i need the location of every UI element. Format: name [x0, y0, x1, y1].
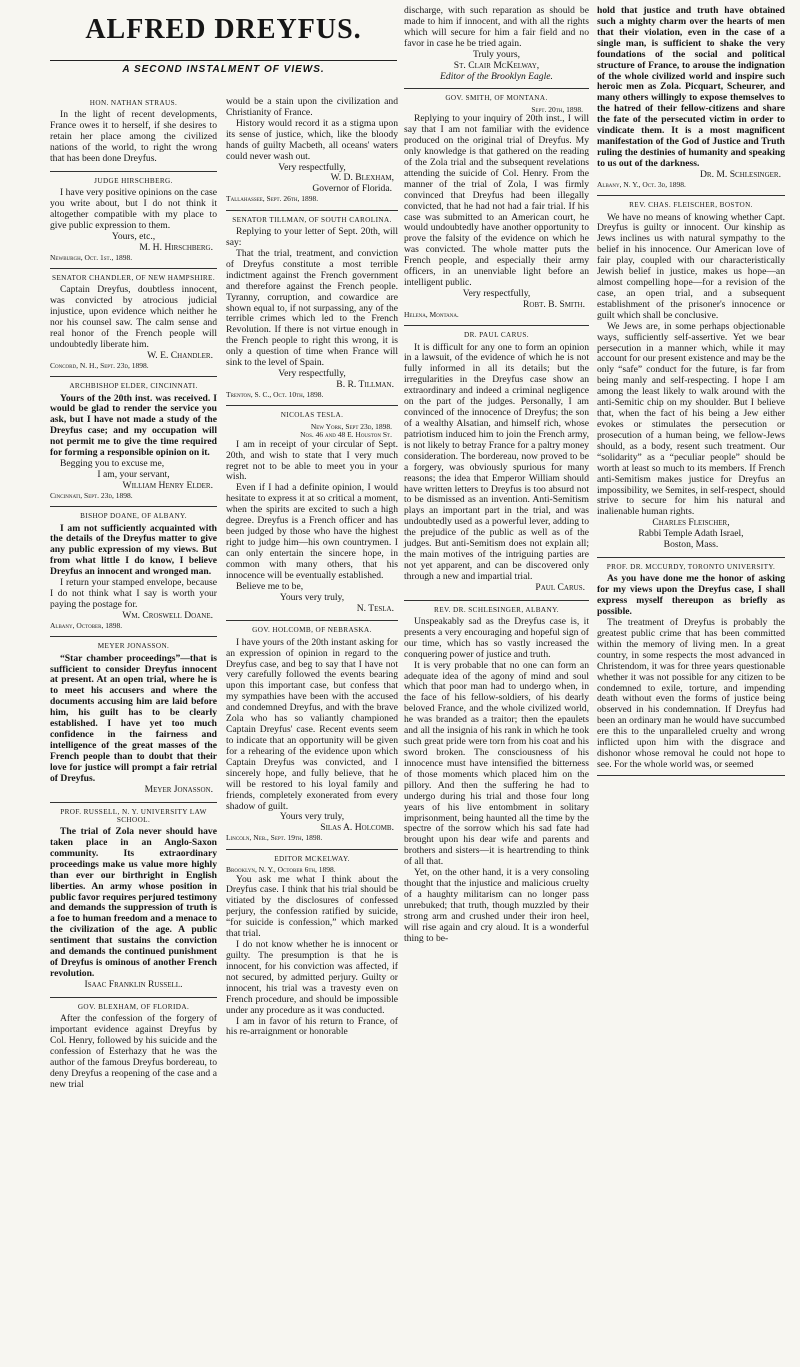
closing: Yours very truly, [279, 591, 345, 603]
masthead [50, 14, 397, 75]
section-heading: GOV. SMITH, OF MONTANA. [445, 94, 548, 103]
paragraph: The treatment of Dreyfus is probably the greatest public crime that has been committed within the memory of living men. In a great country, in some respects the most advanced in Christendom, it was for three years questionable whether it was not possible for any citizen to be condemned to exile, torture, and impending death without even the forms of justice being observed in his condemnation. If Dreyfus had been an ordinary man he would have succumbed ere this to the unparalleled cruelty and wrong inflicted upon him with the disgrace and dishonor whose removal he could not hope to see. For the whole world was, or seemed [597, 616, 785, 770]
paragraph: “Star chamber proceedings”—that is sufficient to consider Dreyfus innocent at present. At an open trial, where he is to meet his accusers and where the documents accusing him are laid before him, his guilt has to be clearly established. I have yet too much confidence in the fairness and intelligence of the great masses of the French people than to doubt that their love for justice will prompt a fair retrial of Dreyfus. [50, 652, 217, 784]
paragraph: It is difficult for any one to form an opinion in a lawsuit, of the evidence of which he is not fully informed in all its details; but the irregularities in the Dreyfus case show an extraordinary and indeed a criminal negligence on the part of the judges. Personally, I am convinced of the innocence of Dreyfus; the son of a wealthy Alsatian, and himself rich, whose patriotism induced him to join the French army, is not likely to betray France for a paltry money consideration. The bordereau, now proved to be a forgery, was obviously spurious for many reasons; the idea that Emperor William should have written letters to Dreyfus is too absurd not to be dismissed as an invention. Anti-Semitism plays an important part in the trial, and was undoubtedly used as a powerful lever, adding to the prejudice of the public as well as of the judges. But anti-Semitism does not explain all; the main motives of the intriguing parties are not yet apparent, and can be discovered only through a new and impartial trial. [404, 341, 589, 582]
paragraph: We Jews are, in some perhaps objectionable ways, sufficiently self-assertive. Yet we bear persecution in a manner which, while it may account for our present existence and may be the only “safe” conduct for the future, is far from being manly and self-respecting. I hope I am among the least likely to walk around with the anti-Semitic chip on my shoulder. But I believe that, when the fact of his being a Jew either evokes or stimulates the persecution or prosecution of a human being, we fellow-Jews should, as a body, resent such treatment. Our “solidarity” as a “peculiar people” should be worth at least so much to its members. If French anti-Semitism makes justice for Dreyfus an impossibility, we Semites, in self-respect, should strive to secure for him his natural and inalienable human rights. [597, 320, 785, 518]
paragraph: I do not know whether he is innocent or guilty. The presumption is that he is innocent, for his conviction was affected, if not secured, by admitted perjury. Guilty or innocent, his trial was a travesty even on French procedure, and should be impossible under any procedure as it was conducted. [226, 939, 398, 1016]
paragraph: It is very probable that no one can form an adequate idea of the agony of mind and soul which that poor man had to undergo when, in the face of his fellow-soldiers, of his dearly beloved France, and the whole civilized world, he was branded as a traitor; then the epaulets and all the insignia of his rank in which he took such great pride were torn from his coat and his sword broken. The consciousness of his innocence must have intensified the bitterness of those moments which placed him on the pillory. And then the suffering he had to undergo during his trial and those four long years of his live entombment in solitary imprisonment, being haunted all the time by the spectre of the sorrow which his sad fate had brought upon his dear wife and parents and brothers and sisters—it is heartrending to think of all that. [404, 659, 589, 868]
divider [50, 171, 217, 172]
paragraph: Yet, on the other hand, it is a very consoling thought that the injustice and malicious cruelty of a haughty militarism can no longer pass unrebuked; that truth, though muzzled by their strong arm and crushed under their iron heel, will rise again and cry aloud. It is a wonderful thing to be- [404, 867, 589, 944]
dateline: Newburgh, Oct. 1st., 1898. [50, 252, 133, 262]
dateline: New York, Sept 23d, 1898. [310, 421, 392, 431]
section-heading: EDITOR MCKELWAY. [274, 854, 350, 863]
section-heading: MEYER JONASSON. [97, 642, 170, 651]
signature: Meyer Jonasson. [144, 783, 213, 795]
section-heading: BISHOP DOANE, OF ALBANY. [80, 512, 187, 521]
section-heading: REV. DR. SCHLESINGER, ALBANY. [434, 605, 559, 614]
divider [50, 802, 217, 803]
closing: Truly yours, [472, 48, 521, 60]
signature-place: Boston, Mass. [663, 539, 719, 551]
paragraph: hold that justice and truth have obtained such a mighty charm over the hearts of men that their violation, even in the case of a single man, is sufficient to shake the very foundations of the social and political structure of France, to arouse the indignation of the whole civilized world and inspire such heroic men as Zola. Picquart, Scheurer, and many others willingly to expose themselves to the hatred of their fellow-citizens and share the fate of the persecuted victim in order to vindicate them. It is a most magnificent manifestation of the God of Justice and Truth ruling the destinies of humanity and speaking to us out of the darkness. [597, 5, 785, 169]
section-heading: JUDGE HIRSCHBERG. [94, 176, 173, 185]
divider [226, 405, 398, 406]
divider [597, 557, 785, 558]
address: Nos. 46 and 48 E. Houston St. [300, 430, 392, 440]
divider [404, 325, 589, 326]
paragraph: Replying to your letter of Sept. 20th, will say: [226, 226, 398, 248]
page-subtitle: A SECOND INSTALMENT OF VIEWS. [50, 60, 397, 75]
closing: Yours, etc., [111, 230, 156, 242]
signature-title: Governor of Florida. [312, 183, 392, 195]
signature: Robt. B. Smith. [522, 298, 585, 310]
closing: Very respectfully, [462, 287, 531, 299]
divider [50, 268, 217, 269]
paragraph: That the trial, treatment, and conviction of Dreyfus constitute a most terrible indictment against the French government and therefore against the French people. Tyranny, corruption, and cowardice are shown equal to, if not surpassing, any of the terrible crimes which led to the French Revolution. If there is not virtue enough in the French people to right this wrong, it is only a question of time when France will sink to the level of Spain. [226, 247, 398, 369]
section-heading: GOV. BLEXHAM, OF FLORIDA. [77, 1002, 190, 1011]
divider [50, 997, 217, 998]
signature-title: Editor of the Brooklyn Eagle. [440, 70, 553, 82]
paragraph: I have very positive opinions on the case you write about, but I do not think it altogether compatible with my place to give public expression to them. [50, 187, 217, 231]
page-title: ALFRED DREYFUS. [85, 14, 362, 45]
paragraph: Believe me to be, [236, 580, 304, 592]
paragraph: Unspeakably sad as the Dreyfus case is, it presents a very encouraging and hopeful sign of our time, which has so vastly increased the conquering power of justice and truth. [404, 615, 589, 660]
divider [50, 506, 217, 507]
dateline: Sept. 20th, 1898. [531, 104, 583, 114]
section-heading: DR. PAUL CARUS. [464, 331, 529, 340]
divider [50, 376, 217, 377]
dateline: Brooklyn, N. Y., October 6th, 1898. [226, 865, 336, 875]
paragraph: Captain Dreyfus, doubtless innocent, was convicted by atrocious judicial injustice, upon evidence which neither he nor his counsel saw. The calm sense and real honor of the French people will undoubtedly liberate him. [50, 284, 217, 350]
signature: Dr. M. Schlesinger. [699, 168, 781, 180]
paragraph: I am in favor of his return to France, of his re-arraignment or honorable [226, 1015, 398, 1038]
dateline: Cincinnati, Sept. 23d, 1898. [50, 490, 133, 500]
signature: Isaac Franklin Russell. [84, 978, 183, 990]
closing: Yours very truly, [279, 811, 345, 823]
dateline: Albany, N. Y., Oct. 3d, 1898. [597, 179, 686, 189]
signature: Silas A. Holcomb. [320, 822, 394, 834]
section-heading: ARCHBISHOP ELDER, CINCINNATI. [69, 382, 198, 391]
signature: St. Clair McKelway, [453, 59, 540, 71]
dateline: Albany, October, 1898. [50, 620, 123, 630]
section-heading: SENATOR CHANDLER, OF NEW HAMPSHIRE. [51, 274, 216, 283]
signature: William Henry Elder. [122, 479, 213, 491]
closing: Very respectfully, [278, 161, 346, 173]
paragraph: discharge, with such reparation as should be made to him if innocent, and with all the rights which will secure for him a fair field and no favor in case he be tried again. [404, 5, 589, 49]
signature: W. D. Blexham, [330, 172, 394, 184]
signature: B. R. Tillman. [336, 378, 394, 390]
divider [404, 88, 589, 89]
dateline: Helena, Montana. [404, 309, 459, 319]
paragraph: Replying to your inquiry of 20th inst., I will say that I am not familiar with the evidence produced on the original trial of Dreyfus. My only knowledge is that gathered on the reading of the Zola trial and the subsequent revelations attending the suicide of Col. Henry. From the manner of the trial of Zola, I was firmly convinced that Dreyfus had been illegally convicted, that he had not had a fair trial. If his case was submitted to an American court, he would undoubtedly have another opportunity to prove the falsity of the evidence on which he was convicted. The whole matter puts the French people, and especially their army officers, in an unenviable light before an intelligent public. [404, 113, 589, 289]
paragraph: Begging you to excuse me, [60, 458, 165, 470]
section-heading: REV. CHAS. FLEISCHER, BOSTON. [629, 201, 753, 210]
section-heading: SENATOR TILLMAN, OF SOUTH CAROLINA. [232, 215, 392, 224]
dateline: Lincoln, Neb., Sept. 19th, 1898. [226, 833, 323, 843]
signature: M. H. Hirschberg. [139, 241, 213, 253]
paragraph: I return your stamped envelope, because I do not think what I say is worth your paying the postage for. [50, 577, 217, 610]
column-2 [226, 97, 398, 1038]
divider [597, 195, 785, 196]
dateline: Trenton, S. C., Oct. 10th, 1898. [226, 389, 324, 399]
section-heading: PROF. RUSSELL, N. Y. UNIVERSITY LAW SCHOOL. [60, 807, 207, 824]
dateline: Concord, N. H., Sept. 23d, 1898. [50, 360, 149, 370]
signature: Charles Fleischer, [652, 517, 730, 529]
closing: Very respectfully, [278, 368, 346, 380]
paragraph: In the light of recent developments, France owes it to herself, if she desires to retain her place among the civilized nations of the world, to right the wrong that has been done Dreyfus. [50, 109, 217, 164]
paragraph: As you have done me the honor of asking for my views upon the Dreyfus case, I shall express myself thereupon as briefly as possible. [597, 573, 785, 618]
divider [226, 849, 398, 850]
section-heading: NICOLAS TESLA. [280, 411, 344, 420]
column-3 [404, 6, 589, 945]
divider [404, 600, 589, 601]
column-1 [50, 97, 217, 1090]
dateline: Tallahassee, Sept. 26th, 1898. [226, 194, 319, 204]
section-heading: HON. NATHAN STRAUS. [89, 99, 178, 107]
paragraph: would be a stain upon the civilization and Christianity of France. [226, 96, 398, 118]
divider [226, 620, 398, 621]
paragraph: You ask me what I think about the Dreyfus case. I think that his trial should be vitiated by the disclosures of confessed perjury, the confession ratified by suicide, “for suicide is confession,” which marked that trial. [226, 873, 398, 940]
divider [226, 210, 398, 211]
paragraph: After the confession of the forgery of important evidence against Dreyfus by Col. Henry, followed by his suicide and the confession of Esterhazy that he was the author of the famous Dreyfus bordereau, to deny Dreyfus a reopening of the case and a new trial [50, 1013, 217, 1090]
closing: I am, your servant, [97, 468, 170, 480]
section-heading: GOV. HOLCOMB, OF NEBRASKA. [252, 626, 372, 635]
signature: N. Tesla. [356, 602, 394, 614]
paragraph: History would record it as a stigma upon its sense of justice, which, like the bloody hands of guilty Macbeth, all oceans' waters could never wash out. [226, 117, 398, 162]
paragraph: I am in receipt of your circular of Sept. 20th, and wish to state that I very much regret not to be able to meet you in your wish. [226, 438, 398, 483]
paragraph: I have yours of the 20th instant asking for an expression of opinion in regard to the Dreyfus case, and beg to say that I have not very carefully followed the events bearing upon this important case, but confess that my sympathies have been with the accused and condemned Dreyfus, and with the brave Zola who has so valiantly championed Captain Dreyfus' case. Recent events seem to indicate that an opportunity will be given for a rehearing of the evidence upon which Captain Dreyfus was convicted, and I sincerely hope, and fully believe, that he will be restored to his loyal family and friends, completely exonerated from every shadow of guilt. [226, 636, 398, 812]
signature: Wm. Croswell Doane. [122, 609, 213, 621]
divider [50, 636, 217, 637]
paragraph: Yours of the 20th inst. was received. I would be glad to render the service you ask, but I have not made a study of the Dreyfus case; and my occupation will not permit me to give the time required for forming a responsible opinion on it. [50, 392, 217, 459]
paragraph: The trial of Zola never should have taken place in an Anglo-Saxon community. Its extraordinary proceedings make us value more highly than ever our birthright in English liberties. An army whose position in public favor requires perjured testimony and demands the suppression of truth is a foe to human freedom and a menace to the civilization of the age. A public sentiment that sustains the conviction and demands the continued punishment of Dreyfus is ominous of another French revolution. [50, 825, 217, 979]
signature: Paul Carus. [535, 581, 585, 593]
paragraph: We have no means of knowing whether Capt. Dreyfus is guilty or innocent. Our kinship as Jews inclines us with natural sympathy to the belief in his innocence. Our American love of fair play, coupled with our characteristically Jewish belief in justice, makes us hope—an almost compelling hope—for a revision of the case, an open trial, and a subsequent establishment of the prisoner's innocence or guilt which shall be conclusive. [597, 211, 785, 321]
paragraph: I am not sufficiently acquainted with the details of the Dreyfus matter to give any public expression of my views. But from what little I do know, I believe Dreyfus an innocent and wronged man. [50, 522, 217, 578]
column-4 [597, 6, 785, 776]
column-end-rule [597, 775, 785, 776]
section-heading: PROF. DR. MCCURDY, TORONTO UNIVERSITY. [606, 563, 776, 572]
paragraph: Even if I had a definite opinion, I would hesitate to express it at so critical a moment, when the spirits are excited to such a high degree. Dreyfus is a French officer and has been judged by those who have the highest right to judge him—his own countrymen. I can only entertain the sincere hope, in common with many others, that his innocence will be eventually established. [226, 482, 398, 581]
signature: W. E. Chandler. [147, 349, 213, 361]
signature-title: Rabbi Temple Adath Israel, [638, 528, 744, 540]
